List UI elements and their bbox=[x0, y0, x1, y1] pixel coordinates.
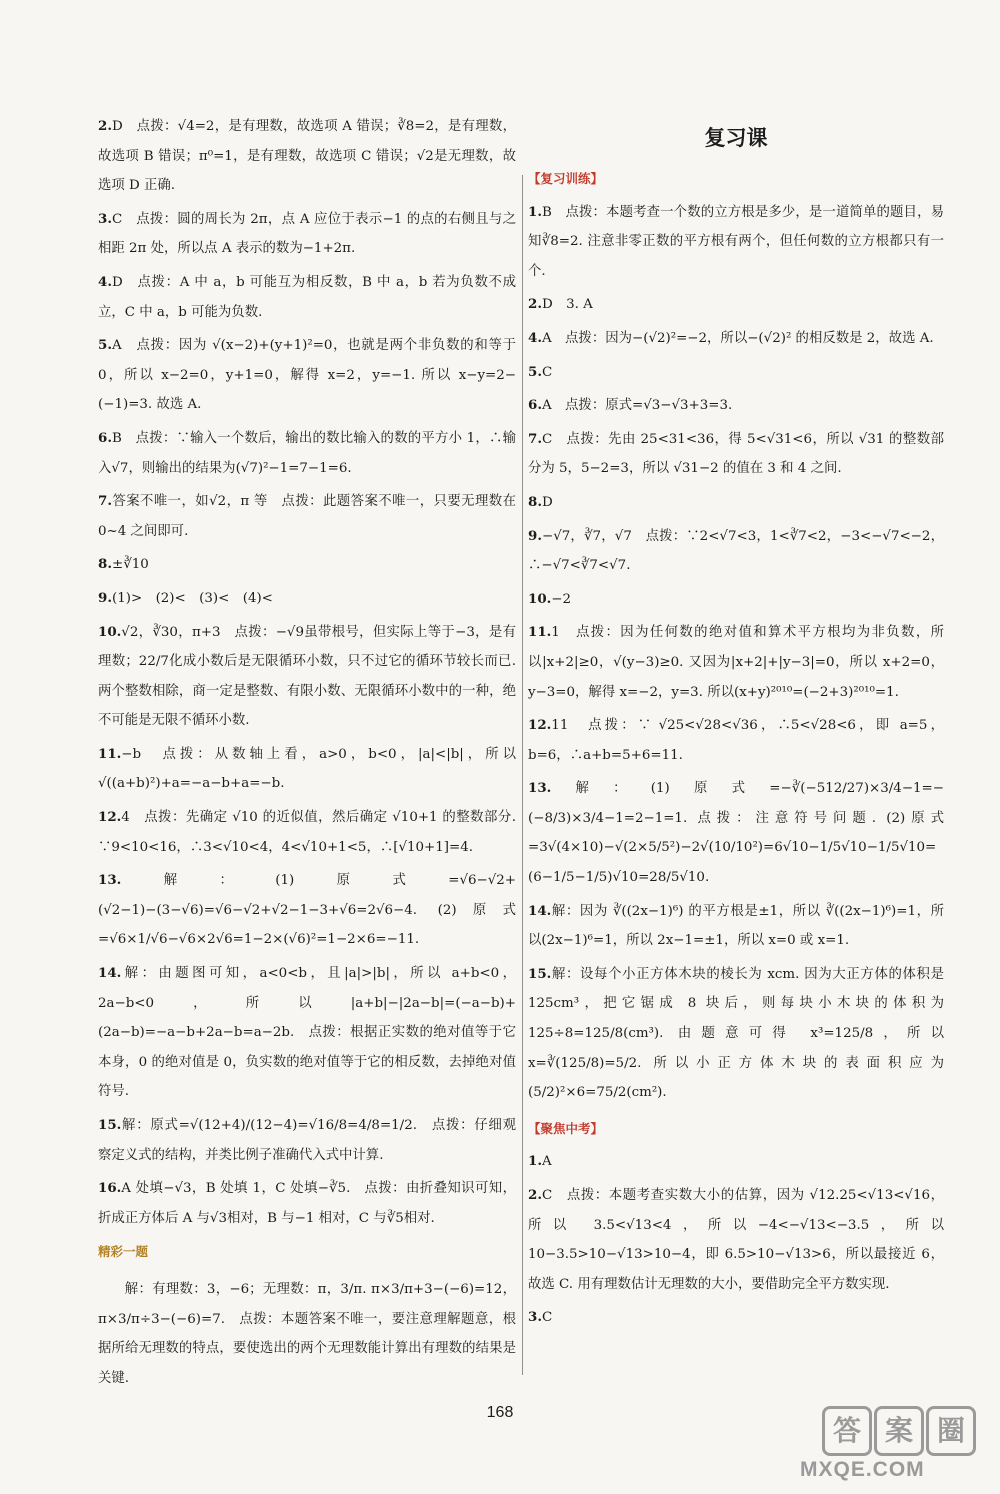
answer-number: 2. bbox=[98, 118, 112, 134]
right-column bbox=[528, 112, 944, 1337]
answer-item bbox=[98, 618, 516, 736]
review-answers bbox=[528, 198, 944, 1108]
answer-number: 12. bbox=[528, 717, 552, 734]
answer-number: 6. bbox=[98, 429, 112, 446]
answer-text: A 处填−√3，B 处填 1，C 处填−∛5. 点拨：由折叠知识可知，折成正方体后 A 与√3相对，B 与−1 相对，C 与∛5相对. bbox=[98, 1181, 516, 1226]
answer-text: ±∛10 bbox=[111, 557, 149, 573]
answer-text: C bbox=[541, 1310, 553, 1326]
answer-text: D 点拨：A 中 a，b 可能互为相反数，B 中 a，b 若为负数不成立，C 中 a，b 可能为负数. bbox=[98, 274, 516, 320]
answer-number: 5. bbox=[98, 337, 112, 354]
answer-text: A 点拨：因为 √(x−2)+(y+1)²=0，也就是两个非负数的和等于 0，所以 x−2=0，y+1=0，解得 x=2，y=−1. 所以 x−y=2−(−1)=3. 故选 A. bbox=[98, 338, 516, 413]
answer-text: 1 点拨：因为任何数的绝对值和算术平方根均为非负数，所以|x+2|≥0，√(y−3)≥0. 又因为|x+2|+|y−3|=0，所以 x+2=0，y−3=0，解得 x=−2，y=3. 所以(x+y)²⁰¹⁰=(−2+3)²⁰¹⁰=1. bbox=[528, 625, 944, 700]
answer-item bbox=[98, 1111, 516, 1170]
answer-text: C 点拨：圆的周长为 2π，点 A 应位于表示−1 的点的右侧且与之相距 2π 处，所以点 A 表示的数为−1+2π. bbox=[98, 211, 516, 257]
answer-text: D bbox=[541, 494, 553, 510]
answer-number: 12. bbox=[98, 809, 122, 826]
answer-item bbox=[528, 1147, 944, 1177]
answer-item bbox=[528, 425, 944, 484]
answer-text: B 点拨：∵输入一个数后，输出的数比输入的数的平方小 1，∴输入√7，则输出的结果为(√7)²−1=7−1=6. bbox=[98, 430, 516, 476]
answer-item bbox=[528, 324, 944, 354]
exam-answers bbox=[528, 1147, 944, 1333]
answer-number: 7. bbox=[528, 430, 542, 447]
answer-item bbox=[528, 711, 944, 770]
answer-number: 9. bbox=[528, 527, 542, 544]
watermark-char: 案 bbox=[874, 1406, 924, 1456]
answer-number: 1. bbox=[528, 1153, 542, 1170]
answer-text: A 点拨：原式=√3−√3+3=3. bbox=[541, 398, 733, 414]
answer-number: 4. bbox=[528, 329, 542, 346]
left-column bbox=[98, 112, 516, 1397]
answer-item bbox=[98, 866, 516, 955]
section-title: 复习课 bbox=[704, 125, 768, 150]
answer-item bbox=[528, 774, 944, 892]
answer-number: 9. bbox=[98, 589, 112, 606]
answer-number: 6. bbox=[528, 397, 542, 414]
answer-text: B 点拨：本题考查一个数的立方根是多少，是一道简单的题目，易知∛8=2. 注意非零正数的平方根有两个，但任何数的立方根都只有一个. bbox=[528, 204, 944, 279]
answer-item bbox=[98, 424, 516, 483]
answer-text: (1)> (2)< (3)< (4)< bbox=[111, 590, 273, 606]
answer-item bbox=[98, 331, 516, 420]
highlight-text: 解：有理数：3，−6；无理数：π，3/π. π×3/π+3−(−6)=12，π×3/π÷3−(−6)=7. 点拨：本题答案不唯一，要注意理解题意，根据所给无理数的特点，要使选出的两个无理数能计算出有理数的结果是关键. bbox=[98, 1281, 516, 1386]
answer-item bbox=[98, 740, 516, 799]
column-divider bbox=[522, 175, 523, 1375]
answer-text: 11 点拨：∵ √25<√28<√36，∴5<√28<6，即 a=5，b=6，∴a+b=5+6=11. bbox=[528, 718, 944, 763]
answer-text: C bbox=[541, 364, 553, 380]
answer-number: 3. bbox=[98, 210, 112, 227]
answer-item bbox=[98, 550, 516, 580]
answer-text: 解：(1)原式=−∛(−512/27)×3/4−1=−(−8/3)×3/4−1=2−1=1. 点拨：注意符号问题. (2)原式=3√(4×10)−√(2×5/5²)−2√(10/10²)=6√10−1/5√10−1/5√10=(6−1/5−1/5)√10=28/5√10. bbox=[528, 781, 944, 886]
answer-text: 解：原式=√(12+4)/(12−4)=√16/8=4/8=1/2. 点拨：仔细观察定义式的结构，并类比例子准确代入式中计算. bbox=[98, 1118, 516, 1163]
answer-number: 14. bbox=[98, 965, 122, 982]
page-number: 168 bbox=[486, 1404, 514, 1421]
answer-text: D 点拨：√4=2，是有理数，故选项 A 错误；∛8=2，是有理数，故选项 B 错误；π⁰=1，是有理数，故选项 C 错误；√2是无理数，故选项 D 正确. bbox=[98, 119, 516, 194]
answer-text: √2，∛30，π+3 点拨：−√9虽带根号，但实际上等于−3，是有理数；22/7化成小数后是无限循环小数，只不过它的循环节较长而已. 两个整数相除，商一定是整数、有限小数、无限循环小数中的一种，绝不可能是无限不循环小数. bbox=[98, 624, 516, 729]
answer-number: 15. bbox=[98, 1117, 122, 1133]
answer-text: 4 点拨：先确定 √10 的近似值，然后确定 √10+1 的整数部分. ∵9<10<16，∴3<√10<4，4<√10+1<5，∴[√10+1]=4. bbox=[98, 810, 516, 855]
answer-item bbox=[528, 290, 944, 320]
answer-number: 2. bbox=[528, 1187, 542, 1203]
answer-item bbox=[98, 112, 516, 201]
answer-number: 16. bbox=[98, 1180, 122, 1197]
answer-item bbox=[98, 584, 516, 614]
answer-item bbox=[528, 1303, 944, 1333]
answer-text: −√7，∛7，√7 点拨：∵2<√7<3，1<∛7<2，−3<−√7<−2，∴−√7<∛7<√7. bbox=[528, 528, 944, 574]
answer-number: 2. bbox=[528, 296, 542, 313]
answer-text: 解：设每个小正方体木块的棱长为 xcm. 因为大正方体的体积是 125cm³，把它锯成 8 块后，则每块小木块的体积为 125÷8=125/8(cm³). 由题意可得 x³=125/8，所以 x=∛(125/8)=5/2. 所以小正方体木块的表面积应为(5/2)²×6=75/2(cm²). bbox=[528, 966, 944, 1101]
answer-item bbox=[528, 618, 944, 707]
answer-item bbox=[528, 391, 944, 421]
answer-number: 4. bbox=[98, 273, 112, 290]
answer-item bbox=[528, 960, 944, 1108]
answer-text: 答案不唯一，如√2，π 等 点拨：此题答案不唯一，只要无理数在 0~4 之间即可. bbox=[98, 494, 516, 539]
watermark-url: MXQE.COM bbox=[800, 1458, 925, 1481]
answer-number: 13. bbox=[528, 780, 552, 797]
answer-item bbox=[528, 1181, 944, 1299]
exam-focus-tag: 【聚焦中考】 bbox=[528, 1120, 604, 1136]
answer-text: A 点拨：因为−(√2)²=−2，所以−(√2)² 的相反数是 2，故选 A. bbox=[541, 330, 934, 346]
answer-item bbox=[528, 488, 944, 518]
answer-text: D 3. A bbox=[541, 297, 593, 313]
answer-item bbox=[528, 522, 944, 581]
answer-text: A bbox=[541, 1154, 552, 1170]
answer-text: −2 bbox=[551, 591, 572, 607]
review-training-tag: 【复习训练】 bbox=[528, 171, 604, 186]
answer-item bbox=[98, 268, 516, 327]
answer-text: C 点拨：本题考查实数大小的估算，因为 √12.25<√13<√16，所以 3.5<√13<4，所以−4<−√13<−3.5，所以 10−3.5>10−√13>10−4，即 6.5>10−√13>6，所以最接近 6，故选 C. 用有理数估计无理数的大小，要借助完全平方数实现. bbox=[528, 1188, 944, 1292]
answer-item bbox=[98, 487, 516, 546]
answer-item bbox=[98, 959, 516, 1107]
answer-number: 10. bbox=[98, 623, 122, 640]
answer-number: 15. bbox=[528, 965, 552, 982]
answer-number: 14. bbox=[528, 902, 552, 919]
answer-number: 11. bbox=[98, 745, 122, 762]
watermark-logo bbox=[782, 1406, 982, 1482]
answer-item bbox=[528, 198, 944, 287]
watermark-char: 圈 bbox=[926, 1406, 976, 1456]
answer-number: 3. bbox=[528, 1309, 542, 1326]
answer-text: 解：因为 ∛((2x−1)⁶) 的平方根是±1，所以 ∛((2x−1)⁶)=1，所以(2x−1)⁶=1，所以 2x−1=±1，所以 x=0 或 x=1. bbox=[528, 903, 944, 949]
answer-item bbox=[528, 585, 944, 615]
answer-number: 5. bbox=[528, 363, 542, 380]
answer-number: 8. bbox=[98, 556, 112, 573]
answer-number: 11. bbox=[528, 624, 552, 641]
answer-number: 13. bbox=[98, 872, 122, 889]
answer-number: 1. bbox=[528, 203, 542, 220]
answer-item bbox=[528, 897, 944, 956]
answer-text: C 点拨：先由 25<31<36，得 5<√31<6，所以 √31 的整数部分为 5，5−2=3，所以 √31−2 的值在 3 和 4 之间. bbox=[528, 431, 944, 477]
answer-item bbox=[98, 205, 516, 264]
answer-number: 10. bbox=[528, 590, 552, 607]
answer-text: 解：(1)原式=√6−√2+(√2−1)−(3−√6)=√6−√2+√2−1−3+√6=2√6−4. (2)原式=√6×1/√6−√6×2√6=1−2×(√6)²=1−2×6=−11. bbox=[98, 873, 516, 948]
answer-item bbox=[528, 358, 944, 388]
watermark-char: 答 bbox=[822, 1406, 872, 1456]
answer-number: 8. bbox=[528, 493, 542, 510]
answer-text: 解：由题图可知，a<0<b，且|a|>|b|，所以 a+b<0，2a−b<0，所以|a+b|−|2a−b|=(−a−b)+(2a−b)=−a−b+2a−b=a−2b. 点拨：根据正实数的绝对值等于它本身，0 的绝对值是 0，负实数的绝对值等于它的相反数，去掉绝对值符号. bbox=[98, 966, 516, 1100]
answer-item bbox=[98, 1174, 516, 1233]
answer-item bbox=[98, 803, 516, 862]
highlight-label: 精彩一题 bbox=[98, 1244, 149, 1260]
answer-text: −b 点拨：从数轴上看，a>0，b<0，|a|<|b|，所以 √((a+b)²)+a=−a−b+a=−b. bbox=[98, 746, 516, 792]
answer-number: 7. bbox=[98, 493, 112, 510]
